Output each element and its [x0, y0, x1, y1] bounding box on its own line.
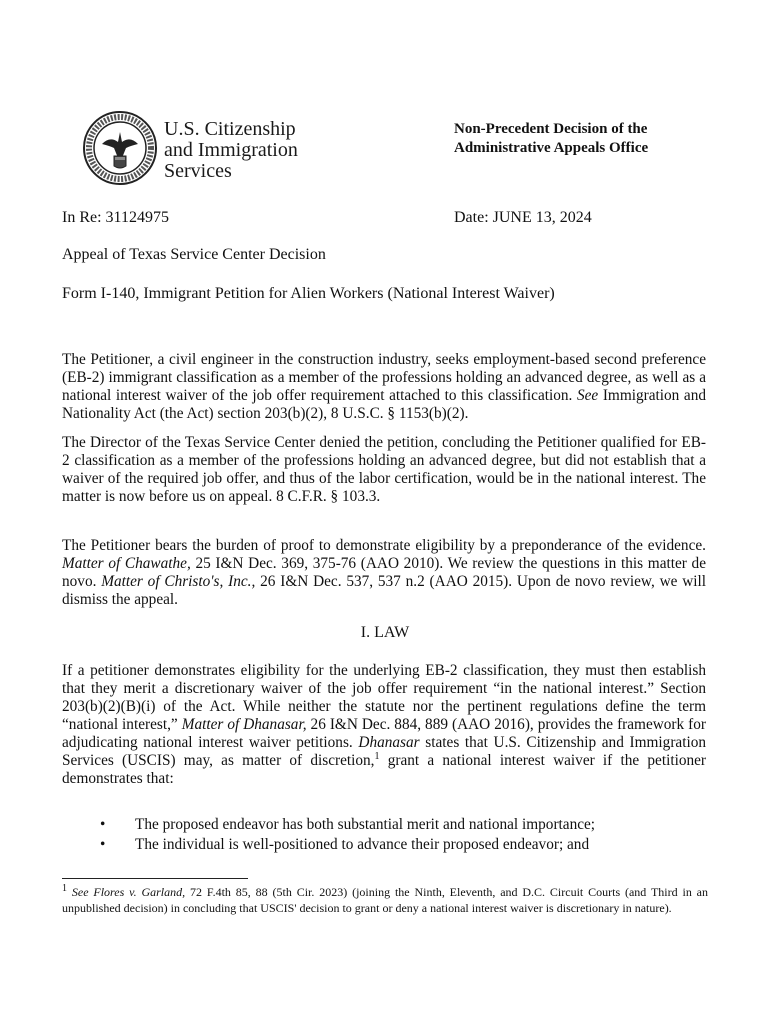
agency-line: U.S. Citizenship	[164, 118, 296, 140]
paragraph-director-decision: The Director of the Texas Service Center denied the petition, concluding the Petitioner qualified for EB-2 classification as a member of the professions holding an advanced degree, but did not establish that a waiver of the required job offer, and thus of the labor certification, would be in the national interest. The matter is now before us on appeal. 8 C.F.R. § 103.3.	[62, 434, 706, 505]
footnote-mark: 1	[62, 883, 67, 894]
dhs-seal-icon	[82, 110, 158, 186]
decision-type	[454, 120, 648, 158]
decision-date: Date: JUNE 13, 2024	[454, 209, 592, 226]
in-re-number: In Re: 31124975	[62, 209, 169, 226]
paragraph-intro: The Petitioner, a civil engineer in the construction industry, seeks employment-based second preference (EB-2) immigrant classification as a member of the professions holding an advanced degree, as well as a national interest waiver of the job offer requirement attached to this classification. See Immigration and Nationality Act (the Act) section 203(b)(2), 8 U.S.C. § 1153(b)(2).	[62, 351, 706, 422]
footnote-divider	[62, 878, 248, 879]
paragraph-law: If a petitioner demonstrates eligibility for the underlying EB-2 classification, they must then establish that they merit a discretionary waiver of the job offer requirement “in the national interest.” Section 203(b)(2)(B)(i) of the Act. While neither the statute nor the pertinent regulations define the term “national interest,” Matter of Dhanasar, 26 I&N Dec. 884, 889 (AAO 2016), provides the framework for adjudicating national interest waiver petitions. Dhanasar states that U.S. Citizenship and Immigration Services (USCIS) may, as matter of discretion,$^1$ grant a national interest waiver if the petitioner demonstrates that:	[62, 662, 707, 787]
decision-line: Non-Precedent Decision of the	[454, 121, 648, 137]
appeal-title: Appeal of Texas Service Center Decision	[62, 246, 326, 263]
list-item: • The proposed endeavor has both substantial merit and national importance;	[100, 816, 596, 833]
bullet-icon: •	[100, 836, 106, 853]
list-item: • The individual is well-positioned to advance their proposed endeavor; and	[100, 836, 590, 853]
agency-line: Services	[164, 160, 232, 182]
agency-line: and Immigration	[164, 139, 298, 161]
form-title: Form I-140, Immigrant Petition for Alien Workers (National Interest Waiver)	[62, 285, 555, 302]
decision-line: Administrative Appeals Office	[454, 140, 649, 156]
agency-name	[164, 119, 298, 182]
paragraph-burden-of-proof: The Petitioner bears the burden of proof to demonstrate eligibility by a preponderance of the evidence. Matter of Chawathe, 25 I&N Dec. 369, 375-76 (AAO 2010). We review the questions in this matter de novo. Matter of Christo's, Inc., 26 I&N Dec. 537, 537 n.2 (AAO 2015). Upon de novo review, we will dismiss the appeal.	[62, 537, 707, 608]
footnote: $^1$ See Flores v. Garland, 72 F.4th 85, 88 (5th Cir. 2023) (joining the Ninth, Eleventh, and D.C. Circuit Courts (and Third in an unpublished decision) in concluding that USCIS' decision to grant or deny a national interest waiver is discretionary in nature).	[62, 883, 709, 915]
bullet-icon: •	[100, 816, 106, 833]
section-heading: I. LAW	[360, 624, 410, 641]
footnote-reference[interactable]: 1	[374, 750, 380, 762]
